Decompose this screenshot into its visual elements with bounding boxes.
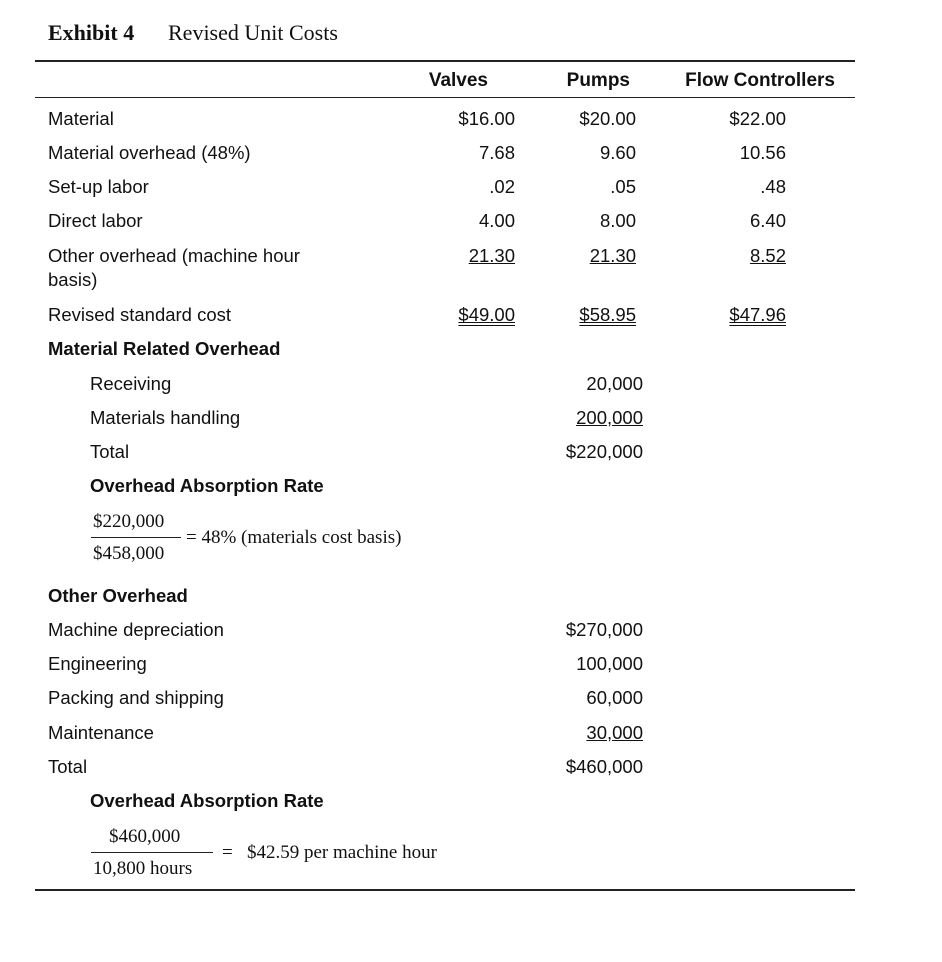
cell-flow-material-overhead: 10.56 — [739, 142, 786, 163]
other-rate-heading: Overhead Absorption Rate — [90, 790, 324, 811]
row-label-setup-labor: Set-up labor — [48, 176, 149, 197]
cell-pumps-material: $20.00 — [579, 108, 636, 129]
engineering-label: Engineering — [48, 653, 147, 674]
column-header-flow-controllers: Flow Controllers — [685, 70, 835, 91]
row-label-direct-labor: Direct labor — [48, 210, 143, 231]
other-overhead-total-label: Total — [48, 756, 88, 777]
cell-pumps-setup-labor: .05 — [610, 176, 636, 197]
row-label-material: Material — [48, 108, 114, 129]
header-rule — [35, 97, 855, 98]
receiving-label: Receiving — [90, 373, 172, 394]
material-rate-numerator: $220,000 — [93, 511, 165, 532]
machine-depreciation-label: Machine depreciation — [48, 619, 224, 640]
cell-flow-other-overhead: 8.52 — [749, 245, 786, 266]
packing-shipping-label: Packing and shipping — [48, 687, 224, 708]
material-overhead-heading: Material Related Overhead — [48, 338, 281, 359]
engineering-value: 100,000 — [576, 653, 643, 674]
cell-valves-setup-labor: .02 — [489, 176, 515, 197]
material-overhead-total-value: $220,000 — [565, 441, 643, 462]
material-rate-result: = 48% (materials cost basis) — [186, 527, 402, 548]
column-header-pumps: Pumps — [566, 70, 630, 91]
bottom-rule — [35, 889, 855, 891]
receiving-value: 20,000 — [586, 373, 643, 394]
other-rate-denominator: 10,800 hours — [93, 858, 193, 879]
material-rate-denominator: $458,000 — [93, 543, 165, 564]
other-rate-fraction-line — [91, 852, 213, 853]
row-label-revised-standard-cost: Revised standard cost — [48, 304, 232, 325]
exhibit-number: Exhibit 4 — [48, 20, 135, 45]
machine-depreciation-value: $270,000 — [565, 619, 643, 640]
top-rule — [35, 60, 855, 62]
row-label-other-overhead-line2: basis) — [48, 269, 98, 290]
cell-pumps-material-overhead: 9.60 — [599, 142, 636, 163]
materials-handling-label: Materials handling — [90, 407, 241, 428]
cell-flow-material: $22.00 — [729, 108, 786, 129]
cell-valves-other-overhead: 21.30 — [468, 245, 515, 266]
materials-handling-value: 200,000 — [576, 407, 643, 428]
cell-valves-direct-labor: 4.00 — [478, 210, 515, 231]
column-header-valves: Valves — [428, 70, 488, 91]
other-overhead-heading: Other Overhead — [48, 585, 188, 606]
material-rate-heading: Overhead Absorption Rate — [90, 475, 324, 496]
cell-valves-revised-cost: $49.00 — [458, 304, 515, 325]
cell-pumps-direct-labor: 8.00 — [599, 210, 636, 231]
cell-flow-direct-labor: 6.40 — [749, 210, 786, 231]
other-rate-result: $42.59 per machine hour — [247, 842, 437, 863]
material-rate-fraction-line — [91, 537, 181, 538]
cell-flow-revised-cost: $47.96 — [729, 304, 786, 325]
cell-flow-setup-labor: .48 — [760, 176, 786, 197]
row-label-material-overhead: Material overhead (48%) — [48, 142, 251, 163]
material-overhead-total-label: Total — [90, 441, 130, 462]
exhibit-title: Revised Unit Costs — [168, 20, 338, 45]
maintenance-value: 30,000 — [586, 722, 643, 743]
other-overhead-total-value: $460,000 — [565, 756, 643, 777]
maintenance-label: Maintenance — [48, 722, 154, 743]
row-label-other-overhead-line1: Other overhead (machine hour — [48, 245, 300, 266]
cell-pumps-other-overhead: 21.30 — [589, 245, 636, 266]
other-rate-numerator: $460,000 — [109, 826, 181, 847]
packing-shipping-value: 60,000 — [586, 687, 643, 708]
other-rate-equals: = — [222, 842, 233, 863]
cell-pumps-revised-cost: $58.95 — [579, 304, 636, 325]
cell-valves-material: $16.00 — [458, 108, 515, 129]
cell-valves-material-overhead: 7.68 — [478, 142, 515, 163]
